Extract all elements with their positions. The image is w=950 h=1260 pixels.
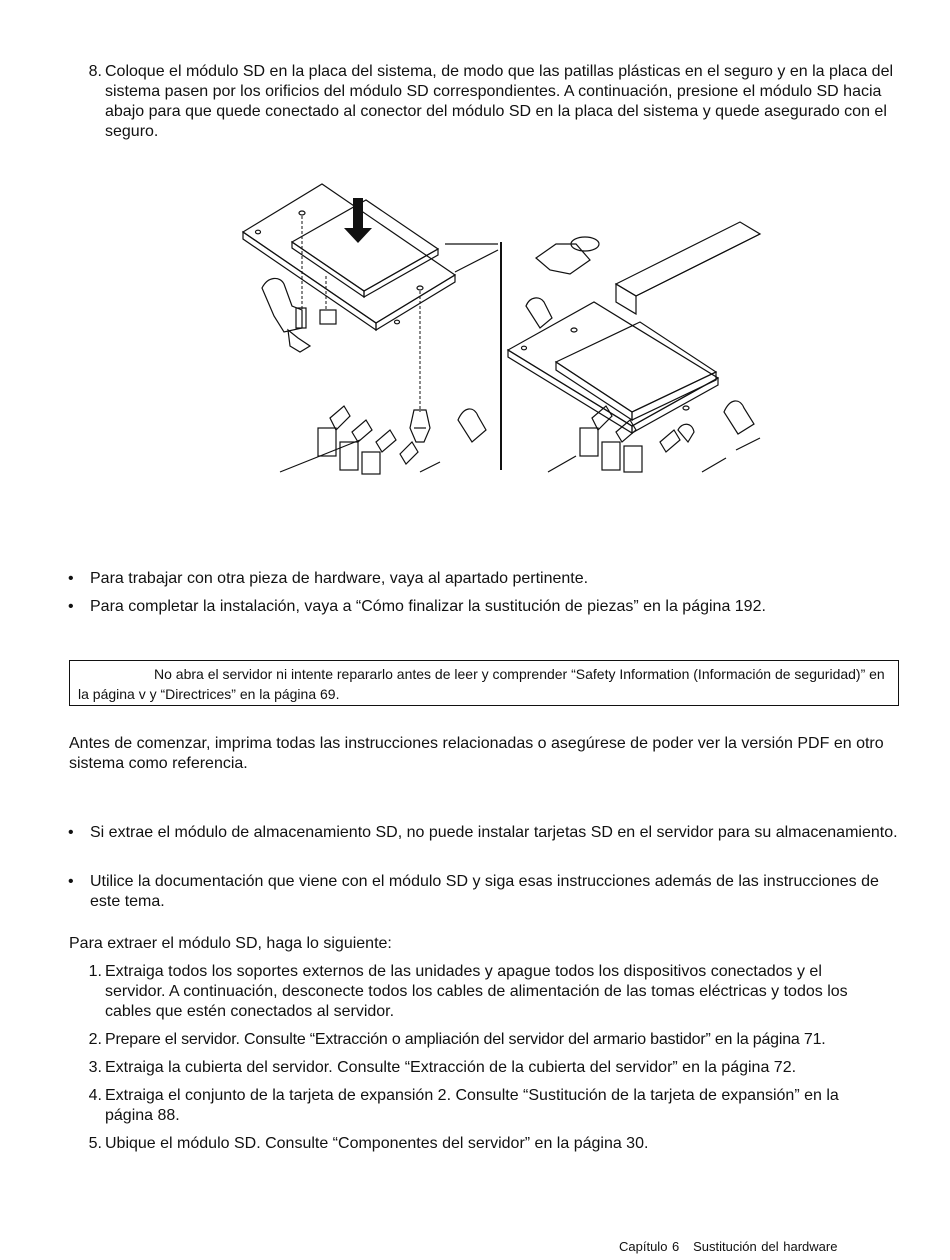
before-starting-paragraph: Antes de comenzar, imprima todas las instrucciones relacionadas o asegúrese de poder ver la versión PDF en otro sistema como referencia. <box>69 735 884 772</box>
bullet-icon: • <box>68 598 74 615</box>
sd-module-installation-illustration <box>240 180 770 475</box>
sd-module-right-view <box>508 222 760 472</box>
notice-text: No abra el servidor ni intente repararlo antes de leer y comprender “Safety Information (Información de seguridad)” en la página v y “Directrices” en la página 69. <box>78 666 885 702</box>
bullet-icon: • <box>68 873 74 890</box>
page-footer: Capítulo 6 Sustitución del hardware <box>619 1239 838 1254</box>
removal-intro: Para extraer el módulo SD, haga lo siguiente: <box>69 935 392 952</box>
step-number: 8. <box>88 63 102 80</box>
sd-module-left-view <box>243 184 498 474</box>
bullet-icon: • <box>68 570 74 587</box>
safety-notice-box <box>69 660 899 706</box>
bullet-icon: • <box>68 824 74 841</box>
step-text: Coloque el módulo SD en la placa del sistema, de modo que las patillas plásticas en el seguro y en la placa del sistema pasen por los orificios del módulo SD correspondientes. A continuación, presione el módulo SD hacia abajo para que quede conectado al conector del módulo SD en la placa del sistema y quede asegurado con el seguro. <box>105 63 894 140</box>
